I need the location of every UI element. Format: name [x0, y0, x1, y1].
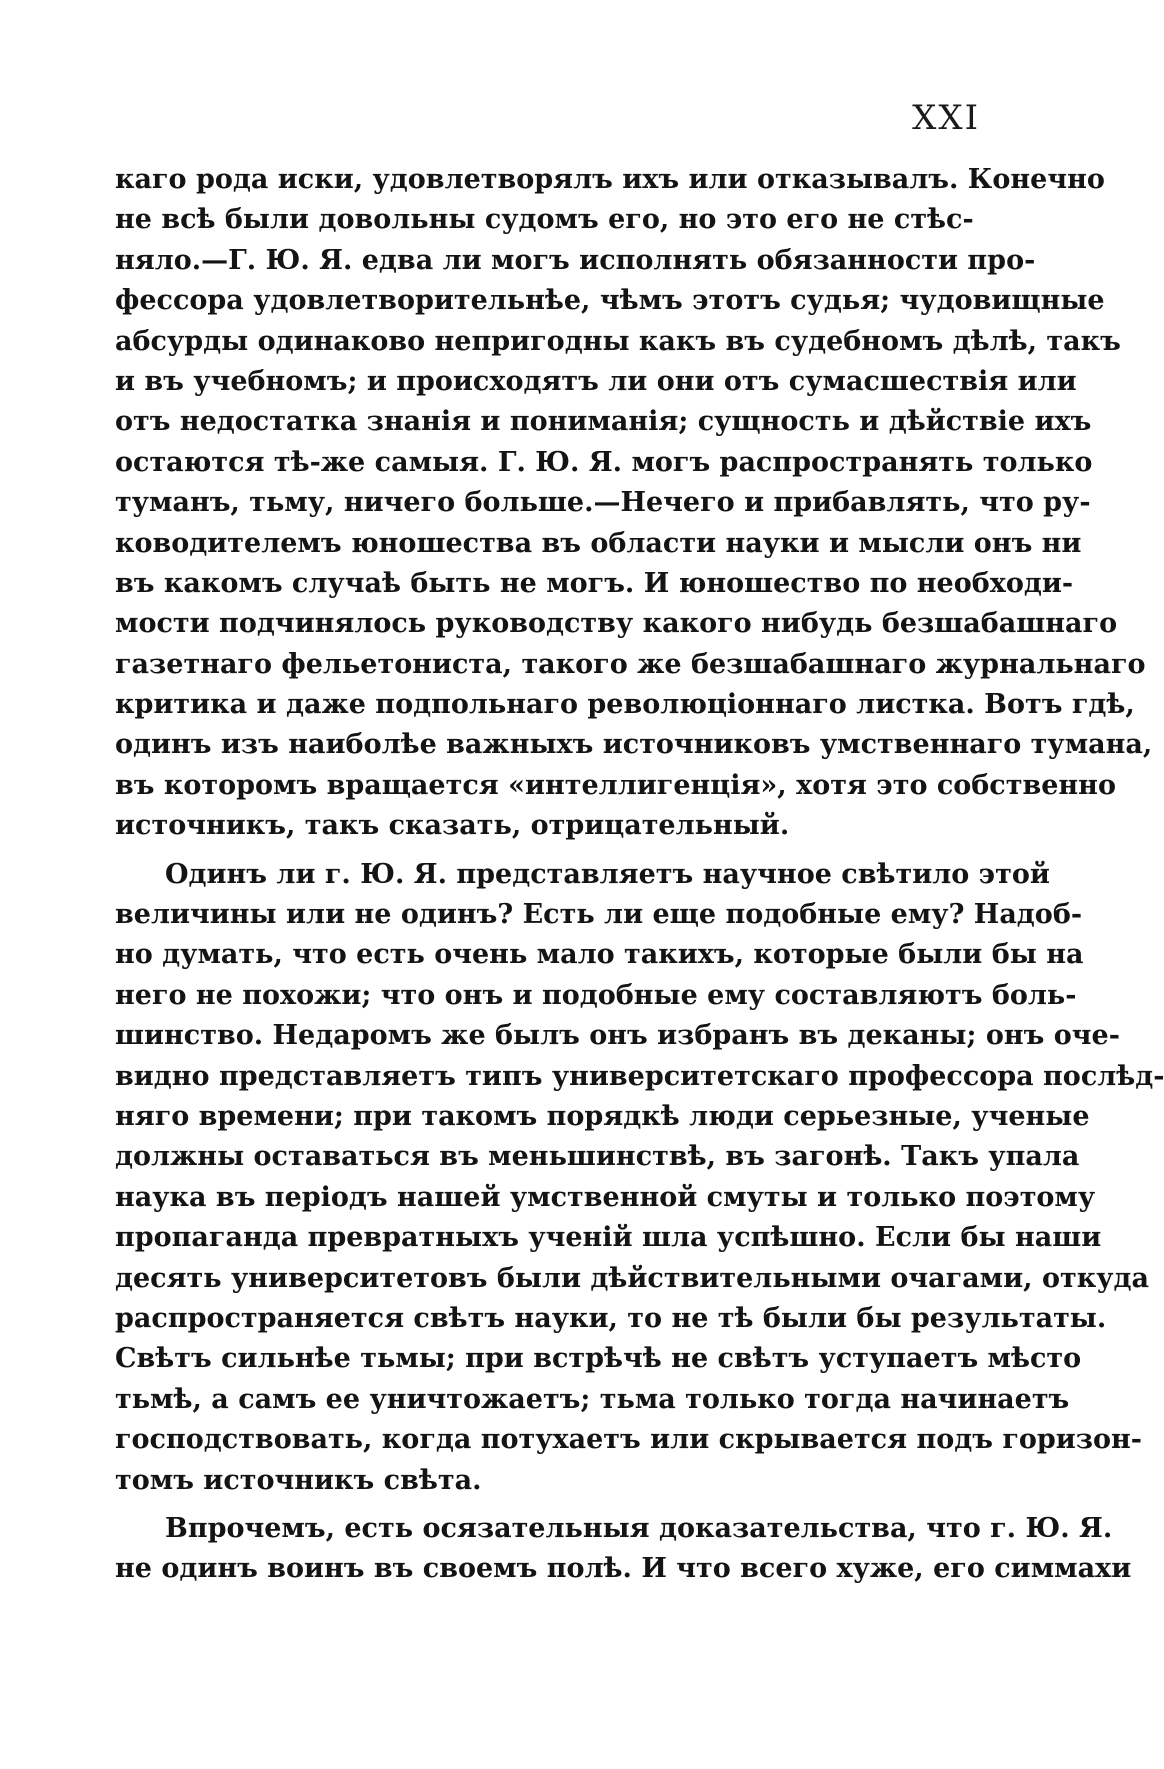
text-line: наука въ періодъ нашей умственной смуты и только поэтому	[115, 1181, 1096, 1213]
paragraph-2	[115, 855, 1164, 1501]
text-line: Свѣтъ сильнѣе тьмы; при встрѣчѣ не свѣтъ уступаетъ мѣсто	[115, 1343, 1082, 1375]
text-line: десять университетовъ были дѣйствительными очагами, откуда	[115, 1262, 1149, 1294]
text-line: шинство. Недаромъ же былъ онъ избранъ въ деканы; онъ оче-	[115, 1020, 1120, 1052]
text-line: критика и даже подпольнаго революціоннаго листка. Вотъ гдѣ,	[115, 689, 1135, 721]
text-line: него не похожи; что онъ и подобные ему составляютъ боль-	[115, 979, 1077, 1011]
text-line: должны оставаться въ меньшинствѣ, въ загонѣ. Такъ упала	[115, 1141, 1080, 1173]
text-column	[115, 160, 1164, 1590]
text-line: величины или не одинъ? Есть ли еще подобные ему? Надоб-	[115, 899, 1083, 931]
text-line: распространяется свѣтъ науки, то не тѣ были бы результаты.	[115, 1302, 1107, 1334]
text-line: абсурды одинаково непригодны какъ въ судебномъ дѣлѣ, такъ	[115, 325, 1121, 357]
text-line: но думать, что есть очень мало такихъ, которые были бы на	[115, 939, 1084, 971]
text-line: Одинъ ли г. Ю. Я. представляетъ научное свѣтило этой	[165, 858, 1050, 890]
text-line: няло.—Г. Ю. Я. едва ли могъ исполнять обязанности про-	[115, 244, 1036, 276]
text-line: въ какомъ случаѣ быть не могъ. И юношество по необходи-	[115, 567, 1074, 599]
text-line: ководителемъ юношества въ области науки и мысли онъ ни	[115, 527, 1082, 559]
text-line: отъ недостатка знанія и пониманія; сущность и дѣйствіе ихъ	[115, 406, 1092, 438]
text-line: источникъ, такъ сказать, отрицательный.	[115, 810, 790, 842]
text-line: газетнаго фельетониста, такого же безшабашнаго журнальнаго	[115, 648, 1146, 680]
text-line: няго времени; при такомъ порядкѣ люди серьезные, ученые	[115, 1100, 1090, 1132]
text-line: мости подчинялось руководству какого нибудь безшабашнаго	[115, 608, 1118, 640]
text-line: остаются тѣ-же самыя. Г. Ю. Я. могъ распространять только	[115, 446, 1093, 478]
text-line: тьмѣ, а самъ ее уничтожаетъ; тьма только тогда начинаетъ	[115, 1383, 1070, 1415]
text-line: и въ учебномъ; и происходятъ ли они отъ сумасшествія или	[115, 365, 1077, 397]
paragraph-1	[115, 160, 1153, 847]
text-line: въ которомъ вращается «интеллигенція», хотя это собственно	[115, 769, 1116, 801]
page-number: XXI	[912, 98, 980, 138]
text-line: господствовать, когда потухаетъ или скрывается подъ горизон-	[115, 1424, 1143, 1456]
text-line: пропаганда превратныхъ ученій шла успѣшно. Если бы наши	[115, 1222, 1102, 1254]
text-line: туманъ, тьму, ничего больше.—Нечего и прибавлять, что ру-	[115, 487, 1091, 519]
text-line: каго рода иски, удовлетворялъ ихъ или отказывалъ. Конечно	[115, 164, 1105, 195]
text-line: фессора удовлетворительнѣе, чѣмъ этотъ судья; чудовищные	[115, 285, 1105, 317]
text-line: не всѣ были довольны судомъ его, но это его не стѣс-	[115, 204, 974, 236]
text-line: томъ источникъ свѣта.	[115, 1464, 482, 1496]
text-line: не одинъ воинъ въ своемъ полѣ. И что всего хуже, его симмахи	[115, 1553, 1132, 1585]
text-line: Впрочемъ, есть осязательныя доказательства, что г. Ю. Я.	[165, 1512, 1113, 1544]
text-line: одинъ изъ наиболѣе важныхъ источниковъ умственнаго тумана,	[115, 729, 1153, 761]
text-line: видно представляетъ типъ университетскаго профессора послѣд-	[115, 1060, 1164, 1092]
paragraph-3	[115, 1509, 1132, 1590]
